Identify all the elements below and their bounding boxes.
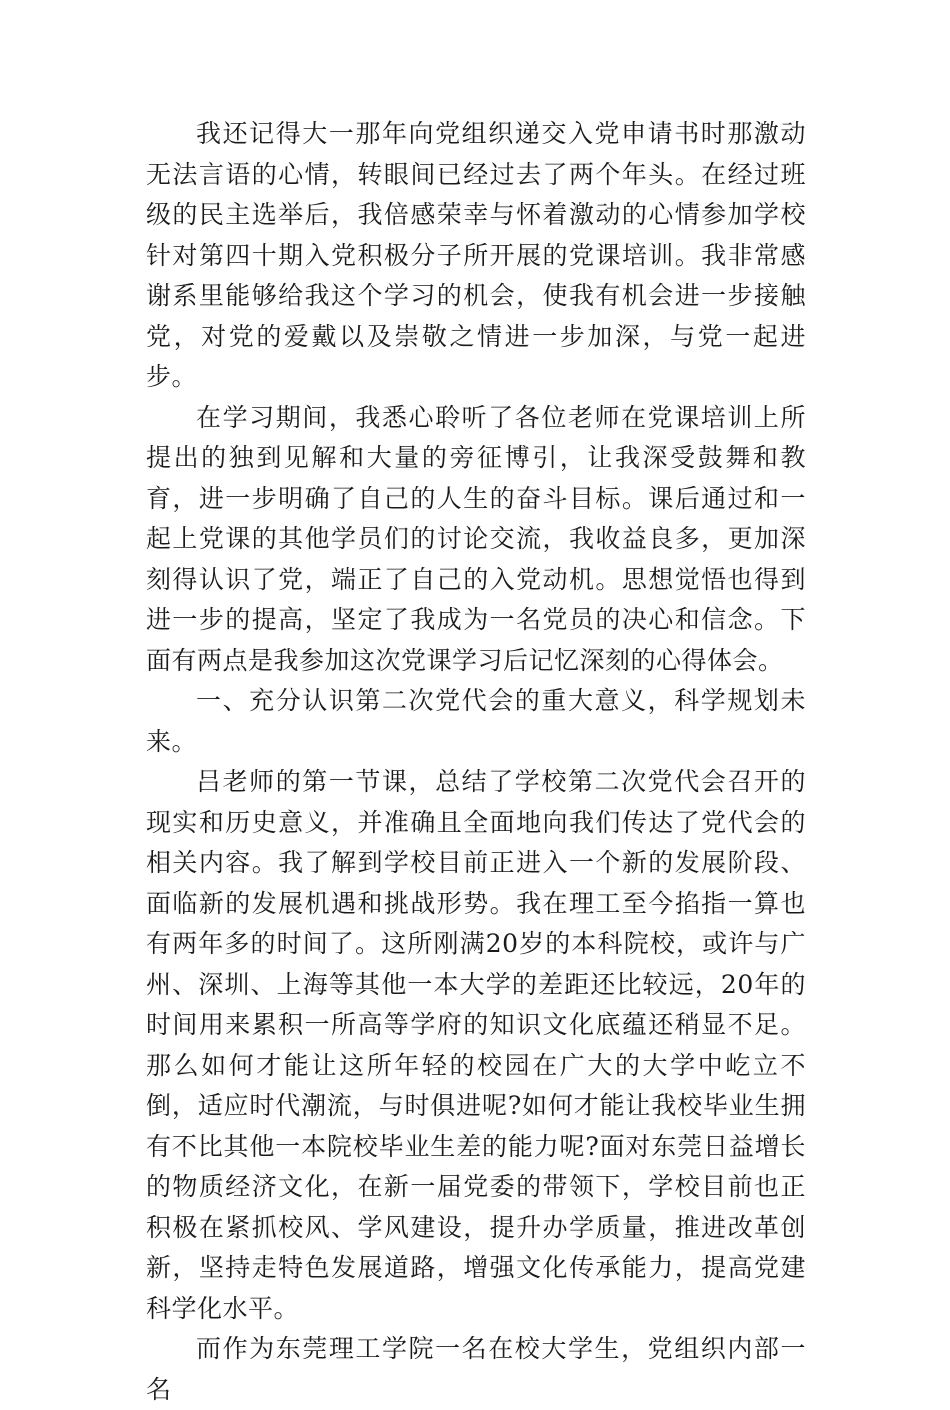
section-heading-one: 一、充分认识第二次党代会的重大意义，科学规划未来。 <box>146 686 806 756</box>
document-body <box>146 114 806 1410</box>
paragraph-study-period: 在学习期间，我悉心聆听了各位老师在党课培训上所提出的独到见解和大量的旁征博引，让我深受鼓舞和教育，进一步明确了自己的人生的奋斗目标。课后通过和一起上党课的其他学员们的讨论交流，我收益良多，更加深刻得认识了党，端正了自己的入党动机。思想觉悟也得到进一步的提高，坚定了我成为一名党员的决心和信念。下面有两点是我参加这次党课学习后记忆深刻的心得体会。 <box>146 402 806 675</box>
paragraph-intro: 我还记得大一那年向党组织递交入党申请书时那激动无法言语的心情，转眼间已经过去了两个年头。在经过班级的民主选举后，我倍感荣幸与怀着激动的心情参加学校针对第四十期入党积极分子所开展的党课培训。我非常感谢系里能够给我这个学习的机会，使我有机会进一步接触党，对党的爱戴以及崇敬之情进一步加深，与党一起进步。 <box>146 119 806 391</box>
paragraph-continuation: 而作为东莞理工学院一名在校大学生，党组织内部一名 <box>146 1334 806 1404</box>
paragraph-first-lesson: 吕老师的第一节课，总结了学校第二次党代会召开的现实和历史意义，并准确且全面地向我们传达了党代会的相关内容。我了解到学校目前正进入一个新的发展阶段、面临新的发展机遇和挑战形势。我在理工至今掐指一算也有两年多的时间了。这所刚满20岁的本科院校，或许与广州、深圳、上海等其他一本大学的差距还比较远，20年的时间用来累积一所高等学府的知识文化底蕴还稍显不足。那么如何才能让这所年轻的校园在广大的大学中屹立不倒，适应时代潮流，与时俱进呢?如何才能让我校毕业生拥有不比其他一本院校毕业生差的能力呢?面对东莞日益增长的物质经济文化，在新一届党委的带领下，学校目前也正积极在紧抓校风、学风建设，提升办学质量，推进改革创新，坚持走特色发展道路，增强文化传承能力，提高党建科学化水平。 <box>146 767 806 1323</box>
